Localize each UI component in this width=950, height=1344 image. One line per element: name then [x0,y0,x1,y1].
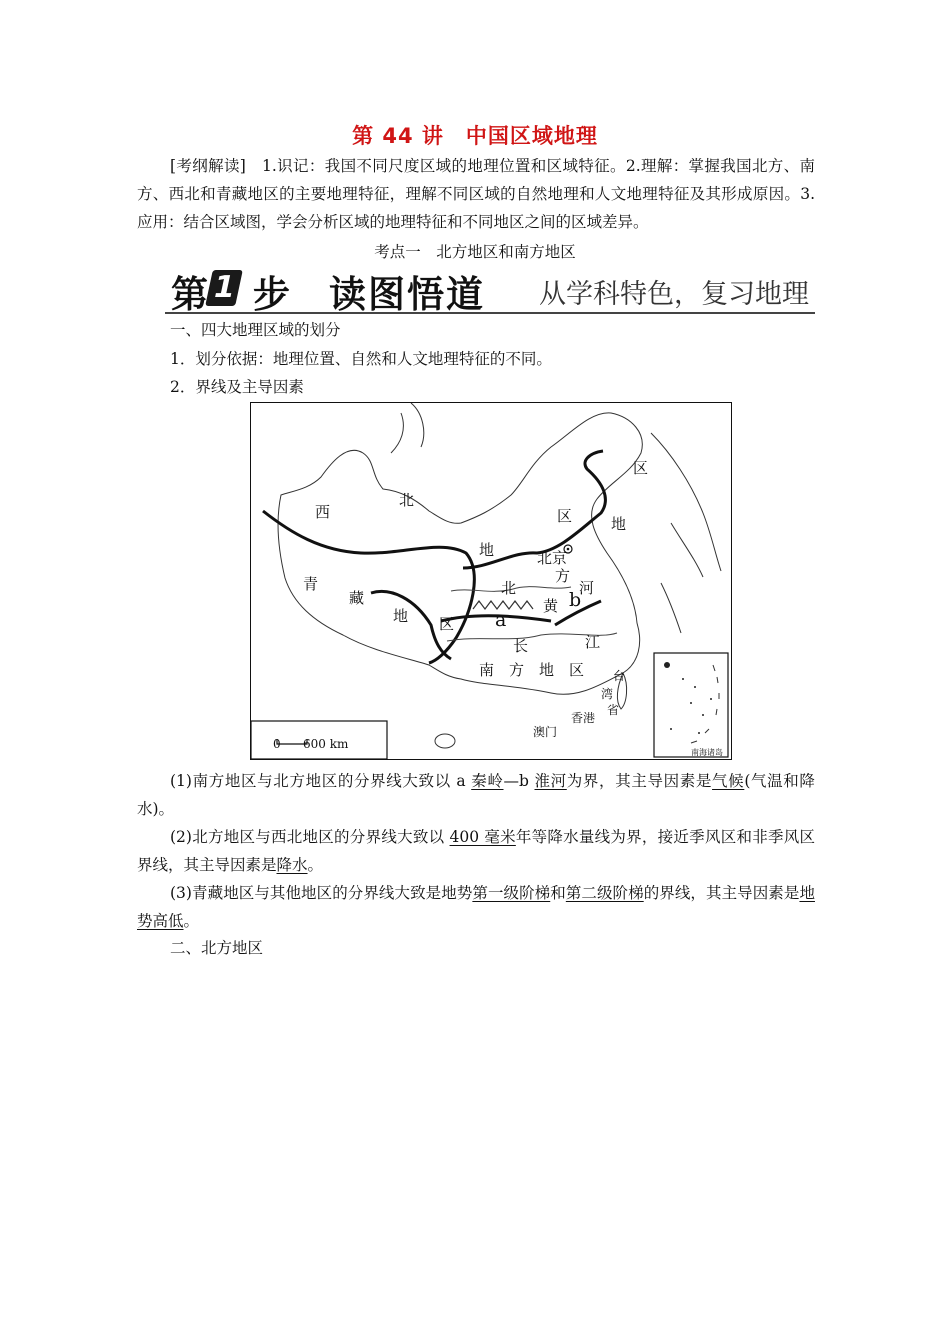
q1-answer-qinling: 秦岭 [471,772,504,790]
q2-answer-400mm: 400 毫米 [449,828,516,846]
list-item-basis: 1．划分依据：地理位置、自然和人文地理特征的不同。 [170,350,552,368]
inset-label: 南海诸岛 [691,748,723,757]
map-label-sheng: 省 [607,703,620,717]
q1-answer-huaihe: 淮河 [534,772,567,790]
q3-text-2: 和 [550,884,566,902]
beijing-marker-dot [567,548,570,551]
banner-prefix: 第 [171,273,208,316]
q1-answer-climate: 气候 [712,772,745,790]
hainan-island [435,734,455,748]
banner-subtitle: 从学科特色，复习地理 [539,279,809,310]
inset-box [654,653,728,757]
map-label-jiang: 江 [585,633,601,651]
map-label-wan: 湾 [601,687,614,701]
map-label-di1: 地 [479,541,495,559]
q3-answer-first-step: 第一级阶梯 [472,884,551,902]
section-heading-1: 一、四大地理区域的划分 [170,321,341,339]
map-label-nanfang: 南 方 地 区 [479,661,585,679]
q3-text-1: 青藏地区与其他地区的分界线大致是地势 [191,884,473,902]
banner-title: 读图悟道 [329,273,485,316]
map-label-aomen: 澳门 [533,725,558,739]
map-label-huang: 黄 [543,597,559,615]
map-label-zang: 藏 [349,589,365,607]
section-heading-2: 二、北方地区 [170,939,264,957]
banner-number: 1 [205,270,243,306]
q2-text-1: 北方地区与西北地区的分界线大致以 [191,828,450,846]
q3-text-3: 的界线，其主导因素是 [643,884,800,902]
q3-number: (3) [170,884,192,902]
syllabus-paragraph: [考纲解读] 1.识记：我国不同尺度区域的地理位置和区域特征。2.理解：掌握我国北方、南方、西北和青藏地区的主要地理特征，理解不同区域的自然地理和人文地理特征及其形成原因。3.应用：结合区域图，学会分析区域的地理特征和不同地区之间的区域差异。 [137,157,815,231]
map-label-a: a [495,609,507,631]
mountain-symbol [473,601,533,609]
china-regions-map [250,402,732,760]
map-drawing [251,403,731,759]
banner-step: 步 [253,273,290,316]
q3-text-4: 。 [183,912,200,930]
map-label-bei2: 北 [501,579,517,597]
scale-zero-label: 0 [273,737,281,751]
map-label-di-ne: 地 [611,515,627,533]
map-label-b: b [569,589,582,611]
question-1 [137,767,815,823]
map-label-fang: 方 [555,567,571,585]
map-label-chang: 长 [513,637,529,655]
list-item-boundaries: 2．界线及主导因素 [170,378,304,396]
map-label-beijing: 北京 [537,549,568,567]
map-label-qu-ne: 区 [633,459,649,477]
map-label-xianggang: 香港 [571,711,596,725]
q2-number: (2) [170,828,192,846]
q2-answer-precipitation: 降水 [276,856,308,874]
step-banner [165,266,815,314]
map-label-he: 河 [579,579,595,597]
q2-text-3: 。 [307,856,324,874]
q2-text-2: 年等降水量线为界，接近季风区和非季风区界线，其主导因素是 [137,828,815,874]
q1-number: (1) [170,772,192,790]
map-label-xi: 西 [315,503,331,521]
map-label-bei: 北 [399,491,415,509]
map-label-qu2: 区 [439,615,455,633]
q3-answer-elevation: 地势高低 [137,884,815,930]
question-3 [137,879,815,935]
map-label-qu1: 区 [557,507,573,525]
question-2 [137,823,815,879]
map-label-di2: 地 [393,607,409,625]
q1-text-4: (气温和降水)。 [137,772,815,818]
q1-text-2: —b [503,772,535,790]
country-outline [278,403,721,694]
q1-text-1: 南方地区与北方地区的分界线大致以 a [191,772,472,790]
scale-length-label: 600 km [303,737,349,751]
q1-text-3: 为界，其主导因素是 [566,772,713,790]
topic-heading: 考点一 北方地区和南方地区 [374,243,576,261]
map-label-qing: 青 [303,575,319,593]
map-label-tai: 台 [613,669,626,683]
page-title: 第 44 讲 中国区域地理 [352,124,598,148]
q3-answer-second-step: 第二级阶梯 [565,884,644,902]
